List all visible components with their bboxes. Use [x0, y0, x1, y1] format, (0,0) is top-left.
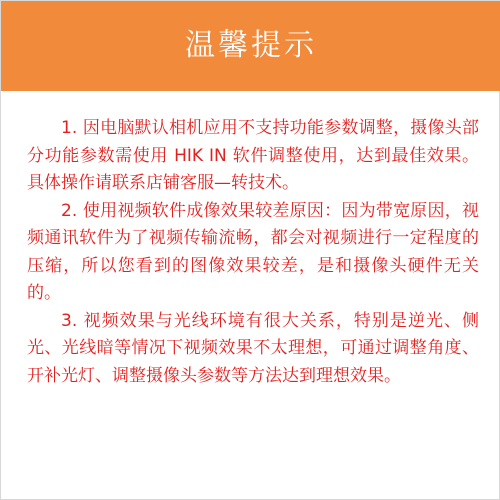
header-banner: [1, 1, 500, 91]
notice-body: [27, 115, 479, 390]
notice-paragraph-1: 1. 因电脑默认相机应用不支持功能参数调整，摄像头部分功能参数需使用 HIK IN 软件调整使用，达到最佳效果。具体操作请联系店铺客服—转技术。: [27, 118, 479, 193]
notice-paragraph-2: 2. 使用视频软件成像效果较差原因：因为带宽原因，视频通讯软件为了视频传输流畅，都会对视频进行一定程度的压缩，所以您看到的图像效果较差，是和摄像头硬件无关的。: [27, 200, 479, 303]
page-title: 温馨提示: [185, 28, 317, 63]
notice-paragraph-3: 3. 视频效果与光线环境有很大关系，特别是逆光、侧光、光线暗等情况下视频效果不太理想，可通过调整角度、开补光灯、调整摄像头参数等方法达到理想效果。: [27, 310, 479, 386]
